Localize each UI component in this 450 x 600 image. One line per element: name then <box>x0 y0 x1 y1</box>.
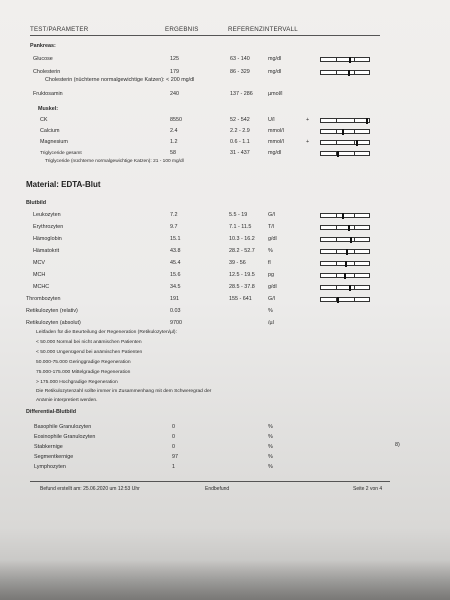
row-unit: g/dl <box>268 284 277 290</box>
column-header-reference: REFERENZINTERVALL <box>228 26 298 33</box>
row-unit: % <box>268 454 273 460</box>
range-bar <box>320 118 370 123</box>
retic-note-line: Anämie interpretiert werden. <box>36 398 98 403</box>
retic-note-line: < 50.000 Normal bei nicht anämischen Patienten <box>36 340 142 345</box>
row-unit: % <box>268 464 273 470</box>
range-bar <box>320 57 370 62</box>
row-unit: % <box>268 248 273 254</box>
range-bar <box>320 151 370 156</box>
row-unit: µmol/l <box>268 91 283 97</box>
row-label: MCV <box>33 260 45 266</box>
row-value: 45.4 <box>170 260 181 266</box>
range-bar <box>320 249 370 254</box>
range-bar <box>320 285 370 290</box>
row-value: 0 <box>172 444 175 450</box>
range-bar <box>320 225 370 230</box>
side-mark: 8) <box>395 442 400 448</box>
row-value: 97 <box>172 454 178 460</box>
row-label: Erythrozyten <box>33 224 64 230</box>
row-unit: mg/dl <box>268 56 282 62</box>
row-unit: % <box>268 444 273 450</box>
retic-note-line: 75.000-175.000 Mittelgradige Regeneration <box>36 370 131 375</box>
section-differential-title: Differential-Blutbild <box>26 409 77 415</box>
row-value: 1.2 <box>170 139 178 145</box>
footer-created: Befund erstellt am: 25.06.2020 um 12:53 Uhr <box>40 486 140 492</box>
row-reference: 52 - 542 <box>230 117 250 123</box>
row-unit: fl <box>268 260 271 266</box>
row-value: 34.5 <box>170 284 181 290</box>
row-label: MCH <box>33 272 46 278</box>
row-value: 0 <box>172 424 175 430</box>
row-value: 58 <box>170 150 176 156</box>
row-unit: mg/dl <box>268 69 282 75</box>
row-value: 2.4 <box>170 128 178 134</box>
range-bar <box>320 273 370 278</box>
row-value: 9700 <box>170 320 182 326</box>
row-unit: /µl <box>268 320 274 326</box>
range-bar <box>320 213 370 218</box>
row-value: 0 <box>172 434 175 440</box>
column-header-result: ERGEBNIS <box>165 26 199 33</box>
range-bar <box>320 129 370 134</box>
footer-status: Endbefund <box>205 486 230 492</box>
row-reference: 0.6 - 1.1 <box>230 139 250 145</box>
abnormal-flag: + <box>306 117 310 123</box>
range-bar <box>320 70 370 75</box>
row-value: 15.6 <box>170 272 181 278</box>
row-unit: T/l <box>268 224 274 230</box>
row-value: 240 <box>170 91 179 97</box>
row-reference: 2.2 - 2.9 <box>230 128 250 134</box>
muscle-note: Triglyceride (nüchterne normalgewichtige Katzen): 21 - 100 mg/dl <box>45 159 184 164</box>
row-reference: 12.5 - 19.5 <box>229 272 255 278</box>
row-unit: G/l <box>268 296 275 302</box>
row-reference: 5.5 - 19 <box>229 212 248 218</box>
retic-note-line: Leitfaden für die Beurteilung der Regeneration (Retikulozyten/µl): <box>36 330 177 335</box>
retic-note-line: 50.000-75.000 Geringgradige Regeneration <box>36 360 131 365</box>
row-unit: g/dl <box>268 236 277 242</box>
row-label: Stabkernige <box>34 444 63 450</box>
row-label: Segmentkernige <box>34 454 74 460</box>
row-reference: 63 - 140 <box>230 56 250 62</box>
row-reference: 28.2 - 52.7 <box>229 248 255 254</box>
row-reference: 31 - 437 <box>230 150 250 156</box>
row-value: 7.2 <box>170 212 178 218</box>
row-label: Cholesterin <box>33 69 61 75</box>
row-unit: % <box>268 424 273 430</box>
row-reference: 137 - 286 <box>230 91 253 97</box>
row-reference: 10.3 - 16.2 <box>229 236 255 242</box>
row-value: 8550 <box>170 117 182 123</box>
row-label: Triglyceride gesamt <box>40 151 82 156</box>
row-reference: 39 - 56 <box>229 260 246 266</box>
row-label: CK <box>40 117 48 123</box>
row-value: 191 <box>170 296 179 302</box>
row-label: Glucose <box>33 56 53 62</box>
row-value: 179 <box>170 69 179 75</box>
retic-note-line: > 175.000 Hochgradige Regeneration <box>36 380 118 385</box>
range-bar <box>320 237 370 242</box>
pancreas-note: Cholesterin (nüchterne normalgewichtige Katzen): < 200 mg/dl <box>45 77 195 83</box>
range-bar <box>320 297 370 302</box>
row-reference: 155 - 641 <box>229 296 252 302</box>
footer-page-number: Seite 2 von 4 <box>353 486 383 492</box>
row-unit: mmol/l <box>268 128 284 134</box>
row-label: Eosinophile Granulozyten <box>34 434 96 440</box>
row-label: Calcium <box>40 128 60 134</box>
column-header-parameter: TEST/PARAMETER <box>30 26 89 33</box>
row-reference: 28.5 - 37.8 <box>229 284 255 290</box>
row-value: 15.1 <box>170 236 181 242</box>
section-pancreas-title: Pankreas: <box>30 43 56 49</box>
row-label: Leukozyten <box>33 212 61 218</box>
row-unit: mmol/l <box>268 139 284 145</box>
row-unit: % <box>268 308 273 314</box>
row-label: MCHC <box>33 284 50 290</box>
row-value: 1 <box>172 464 175 470</box>
row-label: Hämoglobin <box>33 236 62 242</box>
row-label: Magnesium <box>40 139 68 145</box>
retic-note-line: < 50.000 Ungenügend bei anämischen Patienten <box>36 350 143 355</box>
retic-note-line: Die Retikulozytenzahl sollte immer im Zusammenhang mit dem Schweregrad der <box>36 389 212 394</box>
row-unit: mg/dl <box>268 150 282 156</box>
row-label: Hämatokrit <box>33 248 60 254</box>
row-reference: 86 - 329 <box>230 69 250 75</box>
footer-divider <box>30 481 390 482</box>
row-label: Lymphozyten <box>34 464 66 470</box>
row-reference: 7.1 - 11.5 <box>229 224 252 230</box>
header-divider <box>30 35 380 36</box>
row-label: Retikulozyten (absolut) <box>26 320 81 326</box>
row-value: 43.8 <box>170 248 181 254</box>
section-bloodcount-title: Blutbild <box>26 200 47 206</box>
row-unit: % <box>268 434 273 440</box>
row-label: Retikulozyten (relativ) <box>26 308 78 314</box>
row-unit: pg <box>268 272 274 278</box>
row-label: Thrombozyten <box>26 296 61 302</box>
row-unit: G/l <box>268 212 275 218</box>
material-title: Material: EDTA-Blut <box>26 180 101 189</box>
section-muscle-title: Muskel: <box>38 106 59 112</box>
row-value: 0.03 <box>170 308 181 314</box>
row-label: Basophile Granulozyten <box>34 424 92 430</box>
row-value: 125 <box>170 56 179 62</box>
range-bar <box>320 140 370 145</box>
row-value: 9.7 <box>170 224 178 230</box>
row-unit: U/l <box>268 117 275 123</box>
row-label: Fruktosamin <box>33 91 63 97</box>
photo-shadow <box>0 560 450 600</box>
range-bar <box>320 261 370 266</box>
abnormal-flag: + <box>306 139 310 145</box>
